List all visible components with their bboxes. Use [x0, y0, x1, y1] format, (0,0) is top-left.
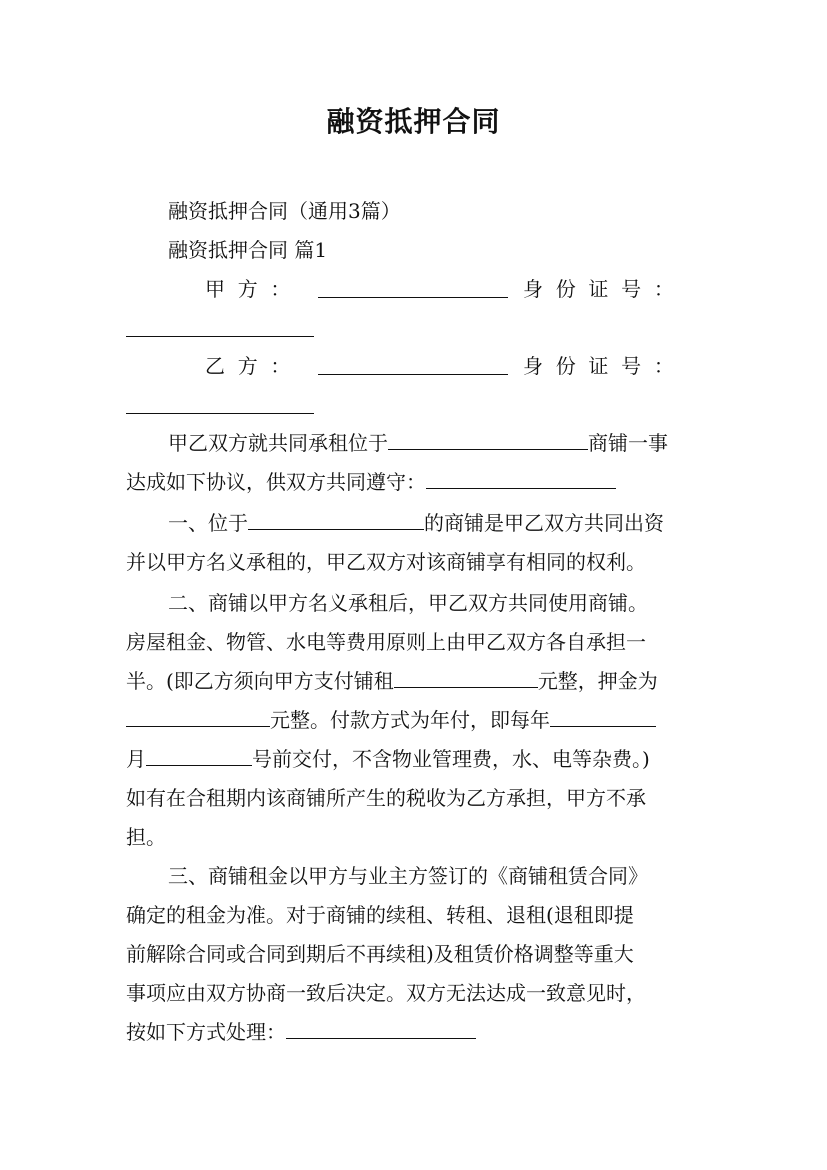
paragraph-1-line-1 [168, 424, 668, 462]
party-a-id-row [523, 270, 674, 308]
dispute-method-blank [286, 1018, 476, 1039]
paragraph-4-line-1: 三、商铺租金以甲方与业主方签订的《商铺租赁合同》 [168, 864, 648, 888]
paragraph-4-line-4: 事项应由双方协商一致后决定。双方无法达成一致意见时， [126, 981, 646, 1005]
party-a-id-blank [126, 316, 314, 337]
party-b-id-label: 身 份 证 号 ： [523, 354, 674, 378]
agreement-blank [426, 468, 616, 489]
document-title: 融资抵押合同 [326, 105, 501, 138]
paragraph-4-line-2: 确定的租金为准。对于商铺的续租、转租、退租(退租即提 [126, 903, 634, 927]
paragraph-3-line-3 [126, 662, 658, 700]
paragraph-text: 元整。付款方式为年付，即每年 [270, 708, 550, 732]
paragraph-3-line-6: 如有在合租期内该商铺所产生的税收为乙方承担，甲方不承 [126, 786, 646, 810]
paragraph-text: 甲乙双方就共同承租位于 [168, 431, 388, 455]
paragraph-text: 一、位于 [168, 511, 248, 535]
payment-month-blank [550, 706, 656, 727]
party-b-row [205, 347, 290, 385]
paragraph-1-line-2 [126, 463, 616, 501]
party-a-row [205, 270, 290, 308]
party-b-label: 乙 方 ： [205, 354, 291, 378]
paragraph-3-line-2: 房屋租金、物管、水电等费用原则上由甲乙双方各自承担一 [126, 630, 646, 654]
payment-day-blank [146, 745, 252, 766]
paragraph-3-line-1: 二、商铺以甲方名义承租后，甲乙双方共同使用商铺。 [168, 591, 648, 615]
rent-blank [394, 667, 538, 688]
paragraph-text: 月 [126, 747, 146, 771]
paragraph-text: 半。(即乙方须向甲方支付铺租 [126, 669, 394, 693]
paragraph-text: 按如下方式处理： [126, 1020, 286, 1044]
paragraph-3-line-7: 担。 [126, 825, 166, 849]
paragraph-4-line-3: 前解除合同或合同到期后不再续租)及租赁价格调整等重大 [126, 942, 634, 966]
party-b-name-blank [318, 354, 508, 375]
party-a-label: 甲 方 ： [205, 277, 291, 301]
paragraph-text: 元整，押金为 [537, 669, 658, 693]
paragraph-4-line-5 [126, 1013, 476, 1051]
paragraph-3-line-5 [126, 740, 650, 778]
location-blank [388, 429, 588, 450]
paragraph-2-line-2: 并以甲方名义承租的，甲乙双方对该商铺享有相同的权利。 [126, 550, 646, 574]
paragraph-text: 号前交付，不含物业管理费，水、电等杂费。) [252, 747, 650, 771]
party-b-id-blank [126, 393, 314, 414]
party-b-id-row [523, 347, 674, 385]
paragraph-text: 商铺一事 [588, 431, 668, 455]
deposit-blank [126, 706, 270, 727]
section-heading: 融资抵押合同 篇1 [168, 238, 328, 262]
paragraph-2-line-1 [168, 504, 664, 542]
paragraph-text: 的商铺是甲乙双方共同出资 [424, 511, 664, 535]
shop-location-blank [248, 509, 424, 530]
party-a-id-label: 身 份 证 号 ： [523, 277, 674, 301]
paragraph-3-line-4 [126, 701, 656, 739]
document-subtitle: 融资抵押合同（通用3篇） [168, 199, 401, 223]
paragraph-text: 达成如下协议，供双方共同遵守： [126, 470, 426, 494]
party-a-name-blank [318, 277, 508, 298]
